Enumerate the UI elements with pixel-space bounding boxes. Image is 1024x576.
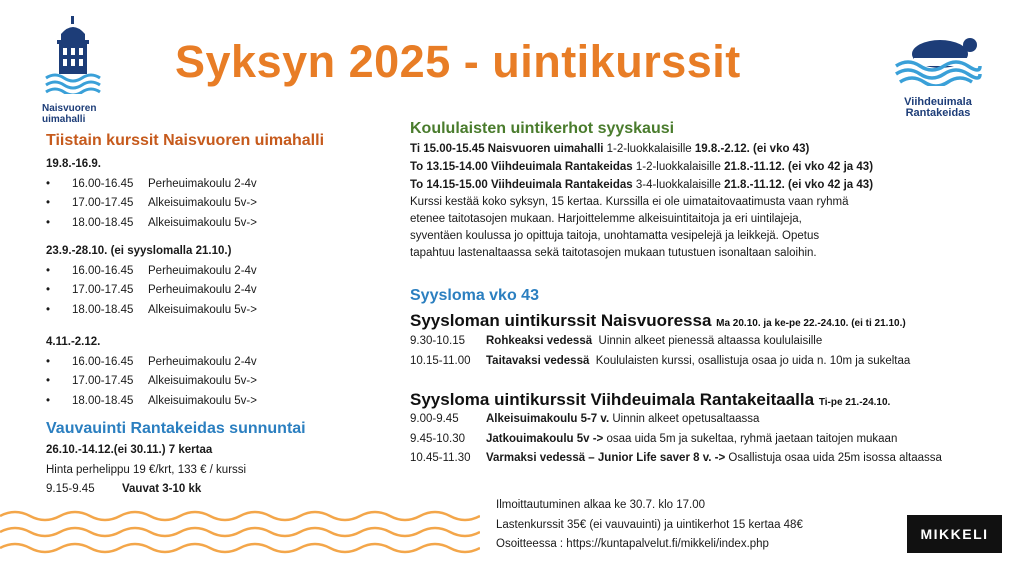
naisvuori-holiday-dates: Ma 20.10. ja ke-pe 22.-24.10. (ei ti 21.10.) <box>716 318 906 329</box>
holiday-row: 10.45-11.30 Varmaksi vedessä – Junior Life saver 8 v. -> Osallistuja osaa uida 25m isossa altaassa <box>410 452 942 464</box>
block-1-period: 19.8.-16.9. <box>46 158 101 170</box>
decorative-waves <box>0 506 480 564</box>
tuesday-block-2 <box>46 242 257 320</box>
list-item: • 17.00-17.45 Alkeisuimakoulu 5v-> <box>46 372 257 392</box>
list-item: • 17.00-17.45 Perheuimakoulu 2-4v <box>46 281 257 301</box>
naisvuori-logo <box>38 14 108 125</box>
rantakeidas-logo <box>890 36 986 126</box>
naisvuori-logo-text-2: uimahalli <box>42 114 86 125</box>
list-item: • 18.00-18.45 Alkeisuimakoulu 5v-> <box>46 214 257 234</box>
school-row: To 13.15-14.00 Viihdeuimala Rantakeidas 1-2-luokkalaisille 21.8.-11.12. (ei vko 42 ja 43) <box>410 161 874 173</box>
baby-swim-period: 26.10.-14.12.(ei 30.11.) 7 kertaa <box>46 444 213 456</box>
list-item: • 17.00-17.45 Alkeisuimakoulu 5v-> <box>46 194 257 214</box>
rantakeidas-holiday-dates: Ti-pe 21.-24.10. <box>818 397 891 408</box>
tuesday-courses-heading: Tiistain kurssit Naisvuoren uimahalli <box>46 132 325 149</box>
tuesday-block-1 <box>46 155 257 233</box>
school-description-line: tapahtuu lastenaltaassa sekä taitotasojen mukaan tutustuen isonaltaan saloihin. <box>410 247 817 259</box>
page-title: Syksyn 2025 - uintikurssit <box>175 36 741 87</box>
school-description-line: syventäen koulussa jo opittuja taitoja, unohtamatta vesipelejä ja leikkejä. Opetus <box>410 230 820 242</box>
rantakeidas-holiday-heading: Syysloma uintikurssit Viihdeuimala Rantakeitaalla Ti-pe 21.-24.10. <box>410 390 891 409</box>
holiday-row: 9.30-10.15 Rohkeaksi vedessä Uinnin alkeet pienessä altaassa koululaisille <box>410 335 823 347</box>
registration-start: Ilmoittautuminen alkaa ke 30.7. klo 17.00 <box>496 499 706 511</box>
block-2-period: 23.9.-28.10. (ei syyslomalla 21.10.) <box>46 245 232 257</box>
registration-url[interactable]: Osoitteessa : https://kuntapalvelut.fi/mikkeli/index.php <box>496 538 769 550</box>
block-1-list <box>46 175 257 234</box>
holiday-row: 9.00-9.45 Alkeisuimakoulu 5-7 v. Uinnin alkeet opetusaltaassa <box>410 413 760 425</box>
tuesday-block-3 <box>46 333 257 411</box>
school-description-line: Kurssi kestää koko syksyn, 15 kertaa. Kurssilla ei ole uimataitovaatimusta vaan ryhmä <box>410 196 849 208</box>
baby-swim-block <box>46 441 246 500</box>
rantakeidas-holiday-rows <box>410 410 942 469</box>
mikkeli-logo: MIKKELI <box>907 515 1002 553</box>
school-clubs-block <box>410 140 1010 262</box>
baby-swim-heading: Vauvauinti Rantakeidas sunnuntai <box>46 420 306 437</box>
list-item: • 18.00-18.45 Alkeisuimakoulu 5v-> <box>46 392 257 412</box>
baby-swim-time-row: 9.15-9.45 Vauvat 3-10 kk <box>46 483 202 495</box>
naisvuori-logo-text-1: Naisvuoren <box>42 103 97 114</box>
school-description-line: etenee taitotasojen mukaan. Harjoittelemme alkeisuintitaitoja ja eri uintilajeja, <box>410 213 802 225</box>
naisvuori-holiday-heading: Syysloman uintikurssit Naisvuoressa Ma 20.10. ja ke-pe 22.-24.10. (ei ti 21.10.) <box>410 311 906 330</box>
block-3-period: 4.11.-2.12. <box>46 336 101 348</box>
turtle-wave-icon <box>890 36 986 86</box>
autumn-holiday-heading: Syysloma vko 43 <box>410 287 539 304</box>
rantakeidas-logo-text-2: Rantakeidas <box>905 107 971 119</box>
tower-icon <box>38 14 108 94</box>
school-clubs-heading: Koululaisten uintikerhot syyskausi <box>410 120 675 137</box>
list-item: • 16.00-16.45 Perheuimakoulu 2-4v <box>46 353 257 373</box>
block-2-list <box>46 262 257 321</box>
rantakeidas-logo-text-1: Viihdeuimala <box>904 96 972 108</box>
school-row: To 14.15-15.00 Viihdeuimala Rantakeidas 3-4-luokkalaisille 21.8.-11.12. (ei vko 42 ja 43) <box>410 179 874 191</box>
list-item: • 16.00-16.45 Perheuimakoulu 2-4v <box>46 175 257 195</box>
baby-swim-price: Hinta perhelippu 19 €/krt, 133 € / kurssi <box>46 463 247 476</box>
block-3-list <box>46 353 257 412</box>
school-row: Ti 15.00-15.45 Naisvuoren uimahalli 1-2-luokkalaisille 19.8.-2.12. (ei vko 43) <box>410 143 810 155</box>
registration-info <box>496 496 803 555</box>
registration-prices: Lastenkurssit 35€ (ei vauvauinti) ja uintikerhot 15 kertaa 48€ <box>496 518 803 531</box>
holiday-row: 9.45-10.30 Jatkouimakoulu 5v -> osaa uida 5m ja sukeltaa, ryhmä jaetaan taitojen mukaan <box>410 432 898 445</box>
holiday-row: 10.15-11.00 Taitavaksi vedessä Koululaisten kurssi, osallistuja osaa jo uida n. 10m ja sukeltaa <box>410 354 911 367</box>
naisvuori-holiday-rows <box>410 332 910 371</box>
list-item: • 16.00-16.45 Perheuimakoulu 2-4v <box>46 262 257 282</box>
list-item: • 18.00-18.45 Alkeisuimakoulu 5v-> <box>46 301 257 321</box>
